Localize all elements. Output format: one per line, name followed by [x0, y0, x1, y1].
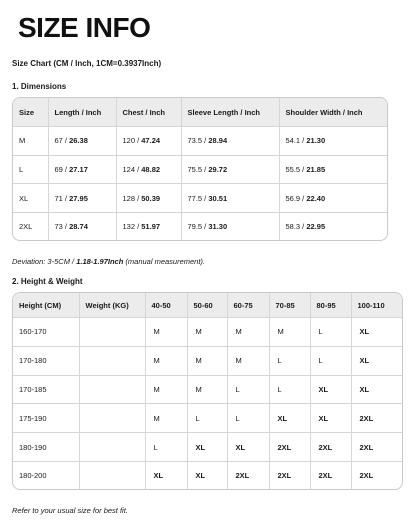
table-row	[13, 346, 402, 375]
size-cell: XL	[13, 184, 48, 213]
measurement-cell	[279, 213, 387, 240]
deviation-inch: 1.18-1.97Inch	[76, 257, 124, 266]
size-recommendation-cell: XL	[351, 318, 402, 347]
size-recommendation-cell: 2XL	[310, 433, 351, 462]
inch-value: 22.95	[306, 222, 326, 232]
header-cell: Chest / Inch	[116, 98, 181, 127]
measurement-cell	[181, 127, 279, 156]
dimensions-header-row	[13, 98, 387, 127]
size-recommendation-cell: L	[269, 375, 310, 404]
header-cell: Weight (KG)	[79, 293, 145, 318]
size-recommendation-cell: L	[145, 433, 187, 462]
size-recommendation-cell: L	[227, 404, 269, 433]
table-row	[13, 127, 387, 156]
size-recommendation-cell: XL	[310, 404, 351, 433]
size-recommendation-cell: M	[227, 346, 269, 375]
height-cell: 180-200	[13, 462, 79, 489]
inch-value: 28.94	[208, 136, 228, 146]
size-cell: M	[13, 127, 48, 156]
weight-cell	[79, 318, 145, 347]
table-row	[13, 404, 402, 433]
table-row	[13, 184, 387, 213]
height-cell: 175-190	[13, 404, 79, 433]
deviation-prefix: Deviation: 3-5CM /	[12, 257, 77, 266]
height-cell: 170-185	[13, 375, 79, 404]
measurement-cell	[181, 213, 279, 240]
inch-value: 21.30	[306, 136, 326, 146]
measurement-cell	[181, 155, 279, 184]
inch-value: 26.38	[69, 136, 88, 146]
size-cell: L	[13, 155, 48, 184]
weight-cell	[79, 404, 145, 433]
cm-value: 75.5 /	[187, 165, 209, 175]
header-cell: Length / Inch	[48, 98, 116, 127]
size-recommendation-cell: M	[145, 375, 187, 404]
inch-value: 28.74	[69, 222, 88, 232]
inch-value: 48.82	[141, 165, 161, 175]
size-recommendation-cell: M	[187, 318, 227, 347]
page-title: SIZE INFO	[18, 12, 151, 43]
measurement-cell	[279, 184, 387, 213]
header-cell: 50-60	[187, 293, 227, 318]
header-cell: Shoulder Width / Inch	[279, 98, 387, 127]
measurement-cell	[48, 213, 116, 240]
measurement-cell	[181, 184, 279, 213]
cm-value: 73 /	[54, 222, 70, 232]
header-cell: Size	[13, 98, 48, 127]
weight-cell	[79, 375, 145, 404]
height-cell: 170-180	[13, 346, 79, 375]
size-recommendation-cell: M	[227, 318, 269, 347]
cm-value: 124 /	[122, 165, 142, 175]
measurement-cell	[48, 184, 116, 213]
cm-value: 77.5 /	[187, 193, 209, 203]
dimensions-table	[12, 97, 388, 241]
inch-value: 29.72	[208, 165, 228, 175]
inch-value: 21.85	[306, 165, 326, 175]
table-row	[13, 375, 402, 404]
height-cell: 160-170	[13, 318, 79, 347]
deviation-note	[12, 257, 205, 266]
cm-value: 54.1 /	[285, 136, 307, 146]
inch-value: 51.97	[141, 222, 161, 232]
height-cell: 180-190	[13, 433, 79, 462]
size-recommendation-cell: 2XL	[269, 462, 310, 489]
cm-value: 132 /	[122, 222, 142, 232]
dimensions-heading: 1. Dimensions	[12, 82, 67, 91]
cm-value: 55.5 /	[285, 165, 307, 175]
inch-value: 47.24	[141, 136, 161, 146]
size-recommendation-cell: XL	[187, 462, 227, 489]
size-recommendation-cell: M	[145, 318, 187, 347]
subtitle-part: , 1CM=0.3937Inch)	[91, 59, 162, 68]
deviation-suffix: (manual measurement).	[123, 257, 206, 266]
cm-value: 67 /	[54, 136, 70, 146]
cm-value: 79.5 /	[187, 222, 209, 232]
size-recommendation-cell: M	[145, 404, 187, 433]
subtitle-part: Size Chart (CM /	[12, 59, 76, 68]
size-recommendation-cell: XL	[145, 462, 187, 489]
size-recommendation-cell: M	[187, 375, 227, 404]
measurement-cell	[279, 127, 387, 156]
inch-value: 27.17	[69, 165, 88, 175]
size-recommendation-cell: 2XL	[359, 471, 374, 481]
weight-cell	[79, 433, 145, 462]
measurement-cell	[116, 184, 181, 213]
size-recommendation-cell: XL	[269, 404, 310, 433]
size-recommendation-cell: 2XL	[351, 433, 402, 462]
height-weight-header-row	[13, 293, 402, 318]
size-recommendation-cell: M	[269, 318, 310, 347]
size-recommendation-cell: XL	[227, 433, 269, 462]
table-row	[13, 462, 402, 489]
size-recommendation-cell: L	[310, 318, 351, 347]
cm-value: 73.5 /	[187, 136, 209, 146]
size-recommendation-cell: M	[145, 346, 187, 375]
header-cell: 100-110	[351, 293, 402, 318]
fit-note: Refer to your usual size for best fit.	[12, 506, 128, 515]
size-recommendation-cell: L	[227, 375, 269, 404]
size-recommendation-cell: 2XL	[310, 462, 351, 489]
size-recommendation-cell: L	[310, 346, 351, 375]
header-cell: Height (CM)	[13, 293, 79, 318]
table-row	[13, 213, 387, 240]
cm-value: 58.3 /	[285, 222, 307, 232]
header-cell: 60-75	[227, 293, 269, 318]
header-cell: 70-85	[269, 293, 310, 318]
inch-value: 31.30	[208, 222, 228, 232]
measurement-cell	[116, 155, 181, 184]
measurement-cell	[48, 127, 116, 156]
cm-value: 56.9 /	[285, 193, 307, 203]
measurement-cell	[48, 155, 116, 184]
subtitle-part: Inch	[75, 59, 92, 68]
table-row	[13, 433, 402, 462]
size-recommendation-cell: 2XL	[227, 462, 269, 489]
size-recommendation-cell: XL	[351, 375, 402, 404]
size-chart-subtitle	[12, 59, 161, 68]
header-cell: Sleeve Length / Inch	[181, 98, 279, 127]
size-recommendation-cell: M	[187, 346, 227, 375]
cm-value: 128 /	[122, 193, 142, 203]
measurement-cell	[116, 127, 181, 156]
table-row	[13, 318, 402, 347]
header-cell: 80-95	[310, 293, 351, 318]
table-row	[13, 155, 387, 184]
cm-value: 120 /	[122, 136, 142, 146]
cm-value: 69 /	[54, 165, 70, 175]
weight-cell	[79, 346, 145, 375]
size-recommendation-cell: XL	[187, 433, 227, 462]
size-recommendation-cell: XL	[351, 346, 402, 375]
inch-value: 50.39	[141, 193, 161, 203]
header-cell: 40-50	[145, 293, 187, 318]
measurement-cell	[279, 155, 387, 184]
inch-value: 22.40	[306, 193, 326, 203]
inch-value: 30.51	[208, 193, 228, 203]
weight-cell	[79, 462, 145, 489]
size-recommendation-cell: L	[269, 346, 310, 375]
inch-value: 27.95	[69, 193, 88, 203]
size-cell: 2XL	[13, 213, 48, 240]
height-weight-heading: 2. Height & Weight	[12, 277, 83, 286]
size-recommendation-cell: 2XL	[269, 433, 310, 462]
size-recommendation-cell: 2XL	[351, 404, 402, 433]
size-recommendation-cell: XL	[310, 375, 351, 404]
size-recommendation-cell: L	[187, 404, 227, 433]
measurement-cell	[116, 213, 181, 240]
height-weight-table	[12, 292, 403, 490]
cm-value: 71 /	[54, 193, 70, 203]
